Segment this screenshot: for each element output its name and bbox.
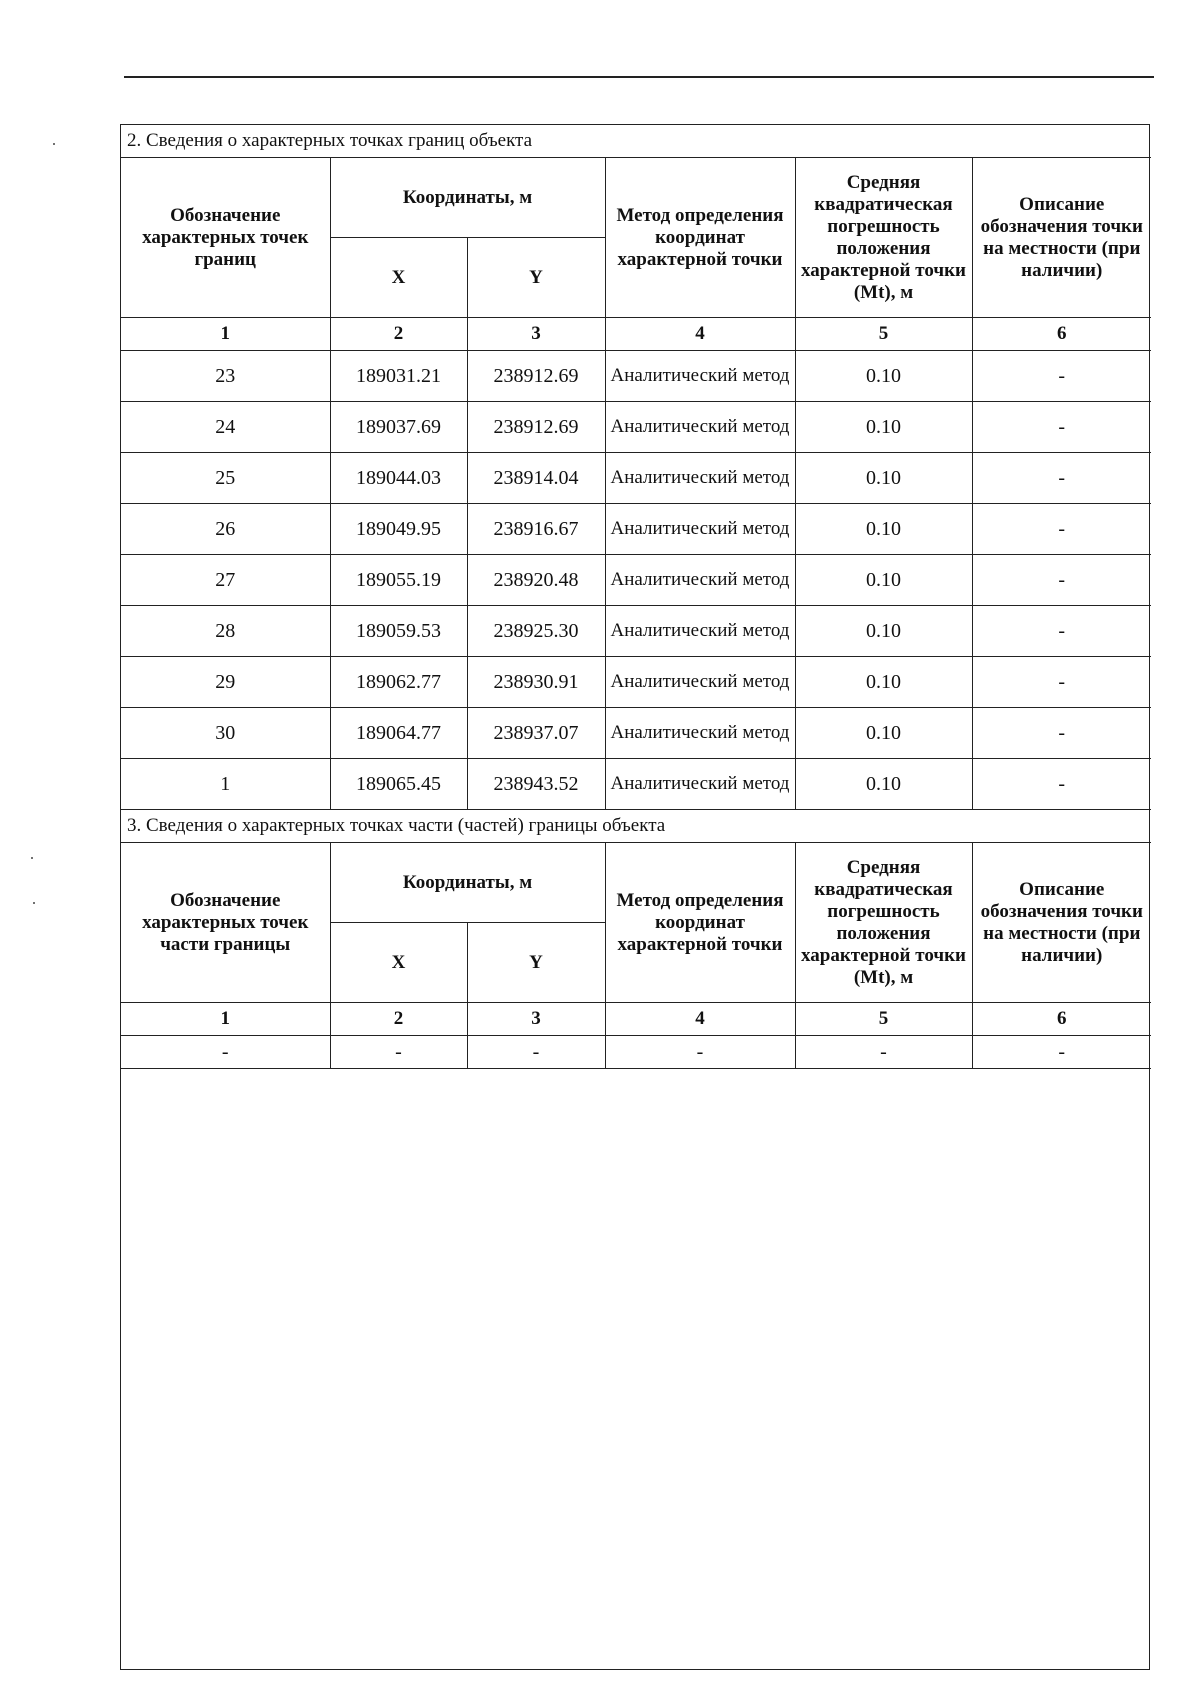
cell-y: 238937.07 [467,708,605,759]
cell-y: - [467,1036,605,1069]
header-method: Метод определения координат характерной точки [605,843,795,1003]
section-3-title-row [121,810,1151,843]
cell-y: 238912.69 [467,351,605,402]
cell-x: 189064.77 [330,708,467,759]
column-number: 2 [330,1003,467,1036]
cell-description: - [972,555,1151,606]
cell-description: - [972,351,1151,402]
cell-error: 0.10 [795,453,972,504]
table-row [121,453,1151,504]
cell-x: 189044.03 [330,453,467,504]
cell-error: - [795,1036,972,1069]
header-coords: Координаты, м [330,158,605,238]
column-number: 5 [795,1003,972,1036]
scan-speck [33,902,35,904]
cell-point: 25 [121,453,330,504]
column-number: 3 [467,1003,605,1036]
cell-method: Аналитический метод [605,453,795,504]
header-description: Описание обозначения точки на местности (при наличии) [972,843,1151,1003]
cell-y: 238916.67 [467,504,605,555]
header-error: Средняя квадратическая погрешность положения характерной точки (Mt), м [795,843,972,1003]
header-x: X [330,238,467,318]
column-number: 6 [972,318,1151,351]
cell-error: 0.10 [795,759,972,810]
cell-method: Аналитический метод [605,504,795,555]
cell-description: - [972,453,1151,504]
header-x: X [330,923,467,1003]
section-2-title-row [121,125,1151,158]
table-row [121,657,1151,708]
cell-description: - [972,606,1151,657]
cell-y: 238912.69 [467,402,605,453]
boundary-points-table [121,125,1151,1069]
cell-method: Аналитический метод [605,708,795,759]
cell-point: 23 [121,351,330,402]
top-rule [124,76,1154,78]
column-number: 3 [467,318,605,351]
cell-x: 189055.19 [330,555,467,606]
cell-point: 30 [121,708,330,759]
header-point: Обозначение характерных точек границ [121,158,330,318]
cell-method: Аналитический метод [605,351,795,402]
section-2-rows [121,351,1151,810]
header-coords: Координаты, м [330,843,605,923]
cell-y: 238925.30 [467,606,605,657]
cell-point: 27 [121,555,330,606]
section-2-title: 2. Сведения о характерных точках границ объекта [121,125,1151,158]
cell-description: - [972,708,1151,759]
column-number: 4 [605,1003,795,1036]
header-y: Y [467,238,605,318]
cell-description: - [972,759,1151,810]
header-method: Метод определения координат характерной точки [605,158,795,318]
cell-method: Аналитический метод [605,657,795,708]
cell-error: 0.10 [795,402,972,453]
cell-error: 0.10 [795,606,972,657]
table-row [121,708,1151,759]
section-3-title: 3. Сведения о характерных точках части (частей) границы объекта [121,810,1151,843]
section-2-column-numbers [121,318,1151,351]
cell-x: - [330,1036,467,1069]
table-row [121,504,1151,555]
cell-point: - [121,1036,330,1069]
column-number: 1 [121,1003,330,1036]
cell-x: 189037.69 [330,402,467,453]
cell-y: 238920.48 [467,555,605,606]
table-row [121,351,1151,402]
column-number: 2 [330,318,467,351]
document-frame [120,124,1150,1670]
scan-speck [31,857,33,859]
cell-method: - [605,1036,795,1069]
cell-description: - [972,402,1151,453]
cell-x: 189062.77 [330,657,467,708]
cell-error: 0.10 [795,351,972,402]
cell-description: - [972,657,1151,708]
cell-point: 29 [121,657,330,708]
cell-method: Аналитический метод [605,606,795,657]
cell-point: 26 [121,504,330,555]
header-description: Описание обозначения точки на местности (при наличии) [972,158,1151,318]
section-3-rows [121,1036,1151,1069]
table-row [121,1036,1151,1069]
header-point: Обозначение характерных точек части границы [121,843,330,1003]
cell-error: 0.10 [795,657,972,708]
header-y: Y [467,923,605,1003]
cell-description: - [972,1036,1151,1069]
cell-x: 189049.95 [330,504,467,555]
cell-x: 189059.53 [330,606,467,657]
table-row [121,555,1151,606]
column-number: 4 [605,318,795,351]
cell-y: 238943.52 [467,759,605,810]
column-number: 5 [795,318,972,351]
cell-y: 238930.91 [467,657,605,708]
cell-method: Аналитический метод [605,402,795,453]
table-row [121,759,1151,810]
cell-point: 1 [121,759,330,810]
column-number: 1 [121,318,330,351]
cell-error: 0.10 [795,555,972,606]
cell-x: 189031.21 [330,351,467,402]
table-row [121,606,1151,657]
cell-method: Аналитический метод [605,759,795,810]
cell-description: - [972,504,1151,555]
scan-speck [53,143,55,145]
cell-y: 238914.04 [467,453,605,504]
header-error: Средняя квадратическая погрешность положения характерной точки (Mt), м [795,158,972,318]
cell-point: 24 [121,402,330,453]
cell-error: 0.10 [795,708,972,759]
section-3-header-row [121,843,1151,923]
cell-point: 28 [121,606,330,657]
table-row [121,402,1151,453]
section-2-header-row [121,158,1151,238]
cell-method: Аналитический метод [605,555,795,606]
column-number: 6 [972,1003,1151,1036]
section-3-column-numbers [121,1003,1151,1036]
cell-x: 189065.45 [330,759,467,810]
cell-error: 0.10 [795,504,972,555]
